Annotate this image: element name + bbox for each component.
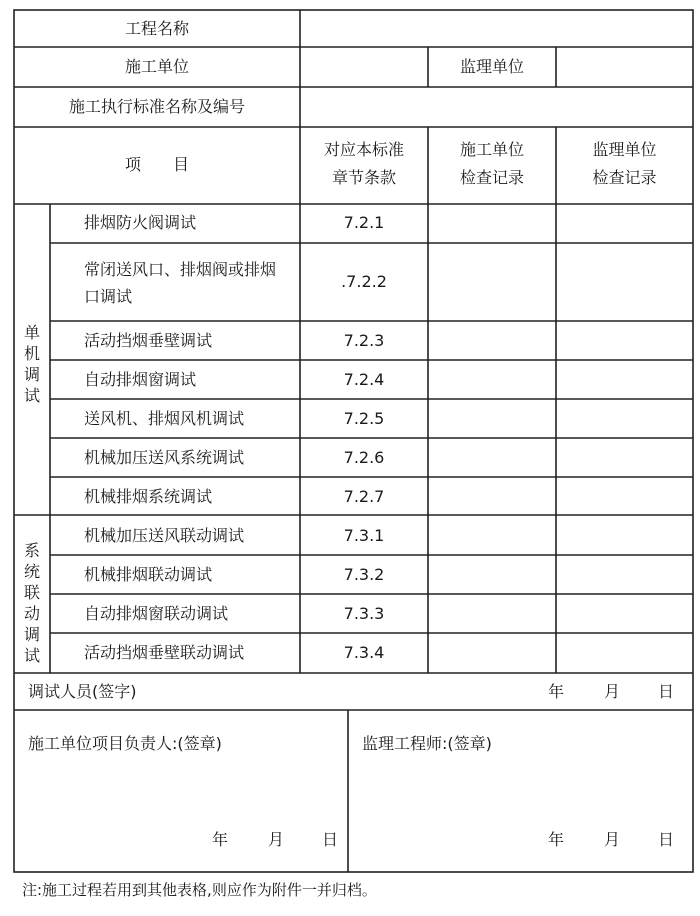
- supervision-unit-label: 监理单位: [459, 57, 524, 76]
- header-construction-line1: 施工单位: [459, 140, 524, 159]
- row-clause: 7.3.3: [343, 604, 385, 623]
- row-item: 送风机、排烟风机调试: [84, 409, 245, 428]
- header-supervision-line2: 检查记录: [592, 168, 657, 187]
- row-clause: 7.3.1: [343, 526, 385, 545]
- tester-date-month: 月: [604, 682, 621, 701]
- header-construction-line2: 检查记录: [459, 168, 524, 187]
- construction-unit-label: 施工单位: [124, 57, 189, 76]
- header-item: 项 目: [124, 155, 189, 174]
- project-name-label: 工程名称: [124, 19, 189, 38]
- supervision-unit-value[interactable]: [557, 48, 692, 86]
- row-item-line2: 口调试: [84, 287, 133, 306]
- row-clause: 7.2.1: [343, 213, 385, 232]
- header-clause-line1: 对应本标准: [323, 140, 404, 159]
- project-name-value[interactable]: [301, 11, 692, 46]
- row-clause: 7.2.3: [343, 331, 385, 350]
- row-item: 活动挡烟垂壁调试: [84, 331, 213, 350]
- tester-date-year: 年: [548, 682, 565, 701]
- header-supervision-line1: 监理单位: [592, 140, 657, 159]
- row-clause: 7.3.2: [343, 565, 385, 584]
- row-clause: 7.2.5: [343, 409, 385, 428]
- supervisor-label: 监理工程师:(签章): [362, 734, 492, 753]
- row-item: 自动排烟窗调试: [84, 370, 197, 389]
- supervisor-date-year: 年: [548, 830, 565, 849]
- row-clause: 7.2.7: [343, 487, 385, 506]
- standard-label: 施工执行标准名称及编号: [68, 97, 245, 116]
- footnote: 注:施工过程若用到其他表格,则应作为附件一并归档。: [22, 881, 377, 899]
- manager-date-year: 年: [212, 830, 229, 849]
- group-label-single-machine: 单机调试: [23, 323, 40, 405]
- row-item: 机械排烟系统调试: [84, 487, 213, 506]
- row-clause: 7.3.4: [343, 643, 385, 662]
- supervisor-date-month: 月: [604, 830, 621, 849]
- construction-manager-label: 施工单位项目负责人:(签章): [28, 734, 222, 753]
- row-item-line1: 常闭送风口、排烟阀或排烟: [84, 260, 277, 279]
- group-label-system-linkage: 系统联动调试: [23, 541, 40, 665]
- tester-label: 调试人员(签字): [28, 682, 137, 701]
- header-clause-line2: 章节条款: [331, 168, 396, 187]
- row-clause: 7.2.6: [343, 448, 385, 467]
- row-item: 排烟防火阀调试: [84, 213, 197, 232]
- row-clause: 7.2.4: [343, 370, 385, 389]
- construction-unit-value[interactable]: [301, 48, 427, 86]
- row-item: 活动挡烟垂壁联动调试: [84, 643, 245, 662]
- manager-date-day: 日: [322, 830, 339, 849]
- row-item: 机械加压送风联动调试: [84, 526, 245, 545]
- row-item: 自动排烟窗联动调试: [84, 604, 229, 623]
- row-item: 机械加压送风系统调试: [84, 448, 245, 467]
- row-item: 机械排烟联动调试: [84, 565, 213, 584]
- manager-date-month: 月: [268, 830, 285, 849]
- supervisor-date-day: 日: [658, 830, 675, 849]
- tester-date-day: 日: [658, 682, 675, 701]
- row-clause: .7.2.2: [341, 272, 387, 291]
- standard-value[interactable]: [301, 88, 692, 126]
